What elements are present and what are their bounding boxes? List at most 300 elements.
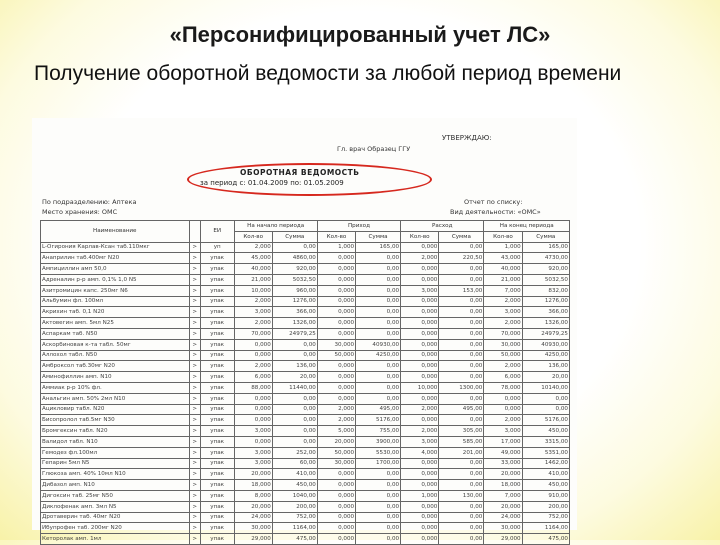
table-row: [41, 318, 570, 329]
value-cell: 0,000: [234, 436, 272, 447]
value-cell: 1462,00: [522, 458, 569, 469]
value-cell: 21,000: [484, 274, 522, 285]
value-cell: 0,000: [401, 393, 439, 404]
value-cell: 3,000: [234, 458, 272, 469]
value-cell: 11440,00: [272, 382, 317, 393]
value-cell: 0,000: [317, 501, 355, 512]
value-cell: 0,000: [317, 296, 355, 307]
unit-cell: упак: [200, 490, 234, 501]
value-cell: 20,000: [234, 501, 272, 512]
value-cell: 30,000: [484, 339, 522, 350]
value-cell: 0,000: [401, 264, 439, 275]
value-cell: 0,000: [317, 285, 355, 296]
value-cell: 832,00: [522, 285, 569, 296]
value-cell: 3,000: [401, 436, 439, 447]
item-name-cell: Диклофенак амп. 3мл N5: [41, 501, 190, 512]
value-cell: 220,50: [439, 253, 484, 264]
value-cell: 30,000: [317, 339, 355, 350]
value-cell: 4730,00: [522, 253, 569, 264]
value-cell: 0,00: [356, 393, 401, 404]
value-cell: 0,00: [439, 469, 484, 480]
row-marker-cell: >: [189, 372, 200, 383]
value-cell: 29,000: [484, 534, 522, 545]
unit-cell: упак: [200, 426, 234, 437]
value-cell: 0,000: [401, 523, 439, 534]
value-cell: 0,000: [234, 339, 272, 350]
value-cell: 0,00: [439, 501, 484, 512]
value-cell: 1326,00: [522, 318, 569, 329]
sum-header: Сумма: [522, 231, 569, 242]
item-name-cell: Аллохол табл. N50: [41, 350, 190, 361]
value-cell: 1,000: [401, 490, 439, 501]
row-marker-cell: >: [189, 339, 200, 350]
value-cell: 0,00: [356, 501, 401, 512]
value-cell: 24,000: [234, 512, 272, 523]
activity-label: Вид деятельности: «ОМС»: [450, 208, 541, 216]
value-cell: 2,000: [234, 242, 272, 253]
value-cell: 0,000: [401, 469, 439, 480]
row-marker-cell: >: [189, 318, 200, 329]
value-cell: 45,000: [234, 253, 272, 264]
item-name-cell: Ацикловир табл. N20: [41, 404, 190, 415]
value-cell: 0,00: [356, 512, 401, 523]
table-row: [41, 307, 570, 318]
value-cell: 136,00: [272, 361, 317, 372]
value-cell: 50,000: [484, 350, 522, 361]
value-cell: 1164,00: [522, 523, 569, 534]
ledger-body: [41, 242, 570, 544]
table-row: [41, 512, 570, 523]
value-cell: 2,000: [234, 318, 272, 329]
col-income-header: Приход: [317, 221, 400, 232]
row-marker-cell: >: [189, 296, 200, 307]
row-marker-cell: >: [189, 382, 200, 393]
row-marker-cell: >: [189, 523, 200, 534]
value-cell: 0,000: [401, 415, 439, 426]
value-cell: 0,000: [484, 404, 522, 415]
value-cell: 0,00: [439, 242, 484, 253]
row-marker-cell: >: [189, 307, 200, 318]
value-cell: 2,000: [484, 361, 522, 372]
value-cell: 5,000: [317, 426, 355, 437]
unit-cell: упак: [200, 393, 234, 404]
value-cell: 0,000: [401, 296, 439, 307]
value-cell: 0,000: [317, 534, 355, 545]
value-cell: 0,00: [522, 393, 569, 404]
table-row: [41, 534, 570, 545]
row-marker-cell: >: [189, 512, 200, 523]
value-cell: 0,00: [272, 350, 317, 361]
item-name-cell: Ампициллин амп 50,0: [41, 264, 190, 275]
value-cell: 2,000: [401, 404, 439, 415]
value-cell: 0,000: [401, 307, 439, 318]
table-row: [41, 404, 570, 415]
value-cell: 2,000: [484, 318, 522, 329]
value-cell: 0,000: [401, 480, 439, 491]
value-cell: 0,00: [272, 426, 317, 437]
unit-cell: упак: [200, 307, 234, 318]
value-cell: 410,00: [272, 469, 317, 480]
storage-label: Место хранения: ОМС: [42, 208, 118, 216]
item-name-cell: Гемодез фл.100мл: [41, 447, 190, 458]
approve-label: УТВЕРЖДАЮ:: [442, 134, 492, 142]
value-cell: 201,00: [439, 447, 484, 458]
value-cell: 165,00: [522, 242, 569, 253]
value-cell: 0,00: [356, 296, 401, 307]
table-row: [41, 415, 570, 426]
unit-cell: упак: [200, 501, 234, 512]
unit-cell: упак: [200, 372, 234, 383]
value-cell: 0,00: [356, 534, 401, 545]
value-cell: 130,00: [439, 490, 484, 501]
value-cell: 0,00: [439, 372, 484, 383]
value-cell: 0,00: [356, 285, 401, 296]
table-row: [41, 501, 570, 512]
value-cell: 1164,00: [272, 523, 317, 534]
value-cell: 0,00: [439, 350, 484, 361]
value-cell: 0,000: [317, 307, 355, 318]
sum-header: Сумма: [356, 231, 401, 242]
value-cell: 366,00: [522, 307, 569, 318]
table-row: [41, 469, 570, 480]
value-cell: 3900,00: [356, 436, 401, 447]
row-marker-cell: >: [189, 469, 200, 480]
value-cell: 5351,00: [522, 447, 569, 458]
value-cell: 0,00: [356, 490, 401, 501]
unit-cell: упак: [200, 318, 234, 329]
value-cell: 2,000: [484, 415, 522, 426]
value-cell: 0,00: [356, 361, 401, 372]
value-cell: 0,00: [439, 512, 484, 523]
value-cell: 0,000: [401, 328, 439, 339]
table-row: [41, 523, 570, 534]
value-cell: 0,000: [401, 318, 439, 329]
col-name-header: Наименование: [41, 221, 190, 243]
value-cell: 475,00: [522, 534, 569, 545]
item-name-cell: Акрихин таб. 0,1 N20: [41, 307, 190, 318]
col-unit-header: ЕИ: [200, 221, 234, 243]
value-cell: 0,00: [272, 436, 317, 447]
qty-header: Кол-во: [234, 231, 272, 242]
value-cell: 0,00: [439, 264, 484, 275]
value-cell: 70,000: [484, 328, 522, 339]
value-cell: 153,00: [439, 285, 484, 296]
unit-cell: упак: [200, 458, 234, 469]
item-name-cell: Глюкоза амп. 40% 10мл N10: [41, 469, 190, 480]
value-cell: 0,00: [356, 253, 401, 264]
value-cell: 0,00: [272, 242, 317, 253]
value-cell: 20,000: [484, 469, 522, 480]
value-cell: 40,000: [234, 264, 272, 275]
unit-cell: упак: [200, 415, 234, 426]
sum-header: Сумма: [272, 231, 317, 242]
row-marker-cell: >: [189, 534, 200, 545]
value-cell: 0,00: [356, 480, 401, 491]
value-cell: 1276,00: [522, 296, 569, 307]
value-cell: 0,000: [317, 393, 355, 404]
value-cell: 0,000: [317, 490, 355, 501]
row-marker-cell: >: [189, 328, 200, 339]
value-cell: 0,000: [317, 372, 355, 383]
value-cell: 0,00: [356, 307, 401, 318]
value-cell: 3,000: [234, 426, 272, 437]
unit-cell: упак: [200, 274, 234, 285]
value-cell: 2,000: [234, 361, 272, 372]
value-cell: 0,000: [401, 274, 439, 285]
value-cell: 24979,25: [522, 328, 569, 339]
item-name-cell: Анальгин амп. 50% 2мл N10: [41, 393, 190, 404]
value-cell: 0,000: [234, 393, 272, 404]
row-marker-cell: >: [189, 361, 200, 372]
value-cell: 450,00: [272, 480, 317, 491]
value-cell: 450,00: [522, 426, 569, 437]
item-name-cell: Гепарин 5мл N5: [41, 458, 190, 469]
value-cell: 0,00: [439, 339, 484, 350]
value-cell: 0,00: [356, 274, 401, 285]
table-row: [41, 372, 570, 383]
item-name-cell: Дибазол амп. N10: [41, 480, 190, 491]
value-cell: 0,00: [439, 534, 484, 545]
value-cell: 495,00: [439, 404, 484, 415]
value-cell: 752,00: [522, 512, 569, 523]
value-cell: 7,000: [484, 490, 522, 501]
value-cell: 0,000: [317, 328, 355, 339]
value-cell: 24979,25: [272, 328, 317, 339]
unit-cell: упак: [200, 534, 234, 545]
table-row: [41, 458, 570, 469]
value-cell: 305,00: [439, 426, 484, 437]
slide-subtitle: Получение оборотной ведомости за любой период времени: [34, 62, 622, 85]
value-cell: 17,000: [484, 436, 522, 447]
value-cell: 20,000: [317, 436, 355, 447]
item-name-cell: Амброксол таб.30мг N20: [41, 361, 190, 372]
value-cell: 8,000: [234, 490, 272, 501]
value-cell: 5176,00: [522, 415, 569, 426]
value-cell: 0,000: [317, 382, 355, 393]
value-cell: 4860,00: [272, 253, 317, 264]
value-cell: 450,00: [522, 480, 569, 491]
item-name-cell: Актовегин амп. 5мл N25: [41, 318, 190, 329]
table-row: [41, 426, 570, 437]
row-marker-cell: >: [189, 285, 200, 296]
value-cell: 20,00: [272, 372, 317, 383]
row-marker-cell: >: [189, 274, 200, 285]
value-cell: 1300,00: [439, 382, 484, 393]
value-cell: 0,000: [317, 523, 355, 534]
value-cell: 0,00: [439, 523, 484, 534]
row-marker-cell: >: [189, 242, 200, 253]
value-cell: 0,00: [356, 328, 401, 339]
value-cell: 0,000: [484, 393, 522, 404]
item-name-cell: Адреналин р-р амп. 0,1% 1,0 N5: [41, 274, 190, 285]
row-marker-cell: >: [189, 264, 200, 275]
value-cell: 0,00: [356, 382, 401, 393]
value-cell: 0,000: [401, 242, 439, 253]
value-cell: 2,000: [234, 296, 272, 307]
unit-cell: упак: [200, 404, 234, 415]
unit-cell: упак: [200, 264, 234, 275]
table-row: [41, 285, 570, 296]
value-cell: 24,000: [484, 512, 522, 523]
row-marker-cell: >: [189, 480, 200, 491]
unit-cell: упак: [200, 296, 234, 307]
value-cell: 920,00: [522, 264, 569, 275]
value-cell: 70,000: [234, 328, 272, 339]
table-row: [41, 264, 570, 275]
value-cell: 0,00: [356, 372, 401, 383]
row-marker-cell: >: [189, 415, 200, 426]
value-cell: 1040,00: [272, 490, 317, 501]
item-name-cell: Аминофиллин амп. N10: [41, 372, 190, 383]
value-cell: 1,000: [317, 242, 355, 253]
value-cell: 7,000: [484, 285, 522, 296]
item-name-cell: Альбумин фл. 100мл: [41, 296, 190, 307]
report-period: за период с: 01.04.2009 по: 01.05.2009: [200, 179, 344, 187]
value-cell: 50,000: [317, 447, 355, 458]
value-cell: 475,00: [272, 534, 317, 545]
value-cell: 30,000: [484, 523, 522, 534]
value-cell: 960,00: [272, 285, 317, 296]
value-cell: 5176,00: [356, 415, 401, 426]
table-row: [41, 447, 570, 458]
unit-cell: упак: [200, 328, 234, 339]
row-marker-cell: >: [189, 350, 200, 361]
item-name-cell: Ибупрофен таб. 200мг N20: [41, 523, 190, 534]
table-row: [41, 274, 570, 285]
value-cell: 2,000: [317, 415, 355, 426]
item-name-cell: Аспаркам таб. N50: [41, 328, 190, 339]
value-cell: 0,00: [272, 393, 317, 404]
row-marker-cell: >: [189, 436, 200, 447]
value-cell: 1276,00: [272, 296, 317, 307]
table-row: [41, 382, 570, 393]
row-marker-cell: >: [189, 501, 200, 512]
report-by-label: Отчет по списку:: [464, 198, 523, 206]
unit-cell: упак: [200, 447, 234, 458]
item-name-cell: Валидол табл. N10: [41, 436, 190, 447]
value-cell: 4250,00: [522, 350, 569, 361]
row-marker-cell: >: [189, 458, 200, 469]
scanned-report: [32, 118, 577, 542]
value-cell: 0,000: [317, 480, 355, 491]
value-cell: 20,00: [522, 372, 569, 383]
value-cell: 0,00: [439, 274, 484, 285]
unit-cell: упак: [200, 339, 234, 350]
value-cell: 0,00: [439, 458, 484, 469]
value-cell: 88,000: [234, 382, 272, 393]
value-cell: 1,000: [484, 242, 522, 253]
item-name-cell: Бисопролол таб.5мг N30: [41, 415, 190, 426]
unit-cell: упак: [200, 512, 234, 523]
org-line: Гл. врач Образец ГГУ: [337, 145, 411, 153]
value-cell: 3,000: [484, 307, 522, 318]
row-marker-cell: >: [189, 447, 200, 458]
item-name-cell: Дигоксин таб. 25мг N50: [41, 490, 190, 501]
value-cell: 0,00: [272, 339, 317, 350]
item-name-cell: Бромгексин табл. N20: [41, 426, 190, 437]
value-cell: 21,000: [234, 274, 272, 285]
table-row: [41, 436, 570, 447]
table-row: [41, 490, 570, 501]
value-cell: 585,00: [439, 436, 484, 447]
value-cell: 3,000: [234, 447, 272, 458]
value-cell: 0,00: [439, 318, 484, 329]
value-cell: 3,000: [401, 285, 439, 296]
value-cell: 5032,50: [272, 274, 317, 285]
value-cell: 20,000: [484, 501, 522, 512]
value-cell: 0,00: [439, 307, 484, 318]
value-cell: 5032,50: [522, 274, 569, 285]
value-cell: 910,00: [522, 490, 569, 501]
value-cell: 0,000: [234, 350, 272, 361]
value-cell: 0,000: [401, 339, 439, 350]
value-cell: 49,000: [484, 447, 522, 458]
value-cell: 0,00: [439, 480, 484, 491]
value-cell: 136,00: [522, 361, 569, 372]
value-cell: 0,00: [439, 361, 484, 372]
value-cell: 165,00: [356, 242, 401, 253]
value-cell: 0,00: [272, 415, 317, 426]
value-cell: 3,000: [234, 307, 272, 318]
table-row: [41, 393, 570, 404]
value-cell: 4,000: [401, 447, 439, 458]
qty-header: Кол-во: [401, 231, 439, 242]
sum-header: Сумма: [439, 231, 484, 242]
row-marker-cell: >: [189, 253, 200, 264]
table-row: [41, 296, 570, 307]
value-cell: 40930,00: [522, 339, 569, 350]
value-cell: 0,000: [401, 361, 439, 372]
value-cell: 0,000: [401, 350, 439, 361]
qty-header: Кол-во: [317, 231, 355, 242]
value-cell: 43,000: [484, 253, 522, 264]
value-cell: 10140,00: [522, 382, 569, 393]
value-cell: 0,00: [356, 523, 401, 534]
report-title: ОБОРОТНАЯ ВЕДОМОСТЬ: [240, 168, 360, 177]
table-row: [41, 242, 570, 253]
unit-cell: упак: [200, 382, 234, 393]
value-cell: 20,000: [234, 469, 272, 480]
row-marker-cell: >: [189, 490, 200, 501]
item-name-cell: Азитромицин капс. 250мг N6: [41, 285, 190, 296]
unit-cell: упак: [200, 361, 234, 372]
row-marker-cell: >: [189, 393, 200, 404]
value-cell: 0,000: [317, 469, 355, 480]
value-cell: 0,000: [401, 501, 439, 512]
value-cell: 60,00: [272, 458, 317, 469]
value-cell: 3315,00: [522, 436, 569, 447]
value-cell: 752,00: [272, 512, 317, 523]
item-name-cell: Анаприлин таб.400мг N20: [41, 253, 190, 264]
value-cell: 6,000: [234, 372, 272, 383]
value-cell: 1700,00: [356, 458, 401, 469]
table-row: [41, 480, 570, 491]
value-cell: 410,00: [522, 469, 569, 480]
value-cell: 0,000: [401, 534, 439, 545]
value-cell: 0,00: [522, 404, 569, 415]
value-cell: 2,000: [401, 426, 439, 437]
value-cell: 2,000: [317, 404, 355, 415]
value-cell: 1326,00: [272, 318, 317, 329]
value-cell: 0,000: [317, 274, 355, 285]
value-cell: 0,000: [401, 512, 439, 523]
value-cell: 0,000: [234, 415, 272, 426]
value-cell: 0,00: [439, 415, 484, 426]
value-cell: 0,00: [439, 296, 484, 307]
value-cell: 0,00: [356, 318, 401, 329]
table-row: [41, 350, 570, 361]
value-cell: 6,000: [484, 372, 522, 383]
